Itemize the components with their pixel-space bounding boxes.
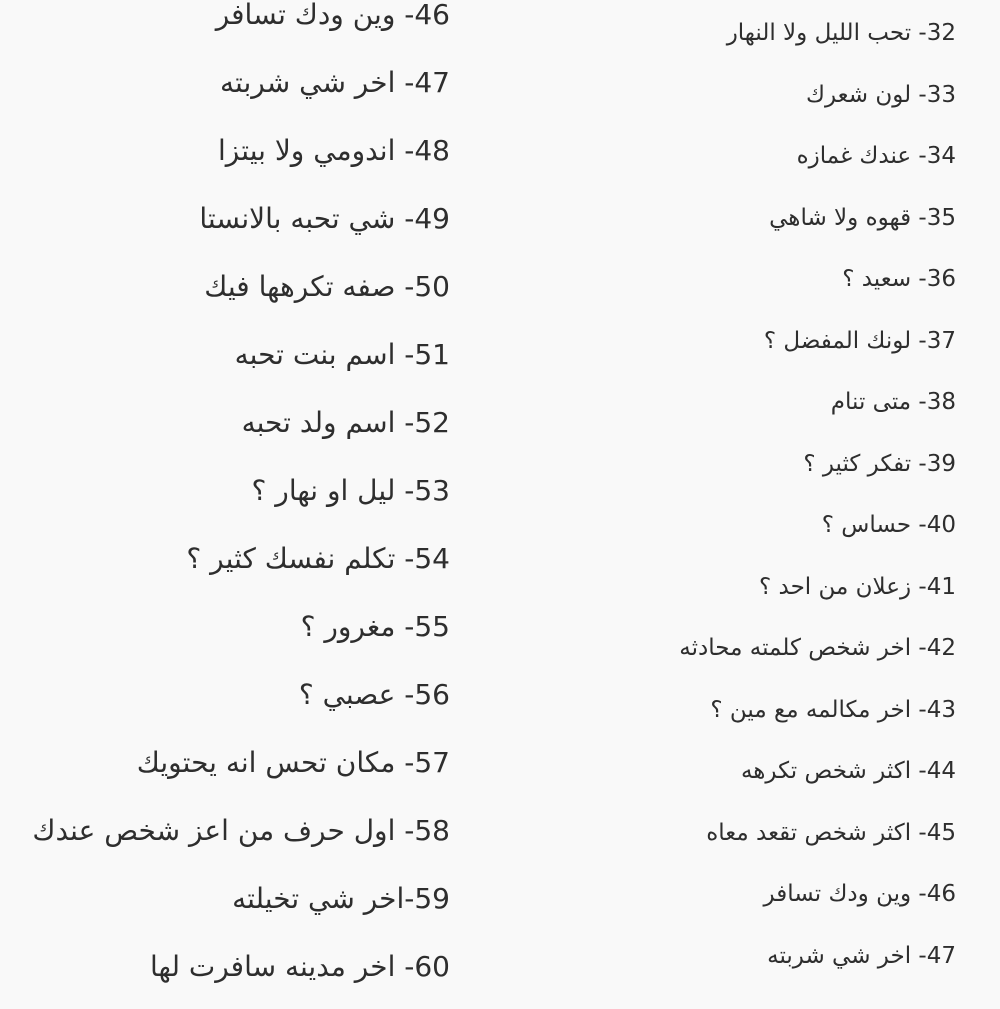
question-item: 41- زعلان من احد ؟ [759, 573, 956, 600]
question-item: 53- ليل او نهار ؟ [251, 474, 450, 507]
question-item: 55- مغرور ؟ [300, 610, 450, 643]
question-item: 54- تكلم نفسك كثير ؟ [186, 542, 450, 575]
question-item: 46- وين ودك تسافر [215, 0, 450, 31]
question-item: 60- اخر مدينه سافرت لها [150, 950, 450, 983]
question-item: 56- عصبي ؟ [298, 678, 450, 711]
question-item: 43- اخر مكالمه مع مين ؟ [710, 696, 956, 723]
question-item: 37- لونك المفضل ؟ [763, 327, 956, 354]
question-item: 59-اخر شي تخيلته [232, 882, 450, 915]
question-item: 40- حساس ؟ [821, 512, 956, 538]
right-question-list [679, 14, 956, 998]
question-item: 46- وين ودك تسافر [763, 881, 956, 907]
question-item: 49- شي تحبه بالانستا [199, 202, 450, 235]
question-item: 35- قهوه ولا شاهي [769, 204, 956, 231]
question-item: 38- متى تنام [830, 389, 956, 415]
question-item: 36- سعيد ؟ [842, 266, 956, 292]
question-item: 47- اخر شي شربته [220, 66, 450, 99]
question-item: 44- اكثر شخص تكرهه [740, 758, 956, 784]
question-item: 47- اخر شي شربته [767, 942, 956, 969]
question-item: 48- اندومي ولا بيتزا [218, 134, 450, 167]
question-item: 50- صفه تكرهها فيك [204, 270, 450, 303]
question-item: 52- اسم ولد تحبه [241, 406, 450, 439]
question-item: 42- اخر شخص كلمته محادثه [679, 635, 956, 661]
question-item: 57- مكان تحس انه يحتويك [136, 746, 450, 779]
question-item: 45- اكثر شخص تقعد معاه [706, 819, 956, 846]
left-question-list [32, 0, 450, 1009]
question-item: 51- اسم بنت تحبه [234, 338, 450, 371]
question-item: 39- تفكر كثير ؟ [803, 450, 956, 477]
question-item: 58- اول حرف من اعز شخص عندك [32, 814, 450, 847]
question-item: 34- عندك غمازه [796, 143, 956, 169]
question-item: 33- لون شعرك [806, 81, 956, 108]
question-item: 32- تحب الليل ولا النهار [726, 20, 956, 46]
